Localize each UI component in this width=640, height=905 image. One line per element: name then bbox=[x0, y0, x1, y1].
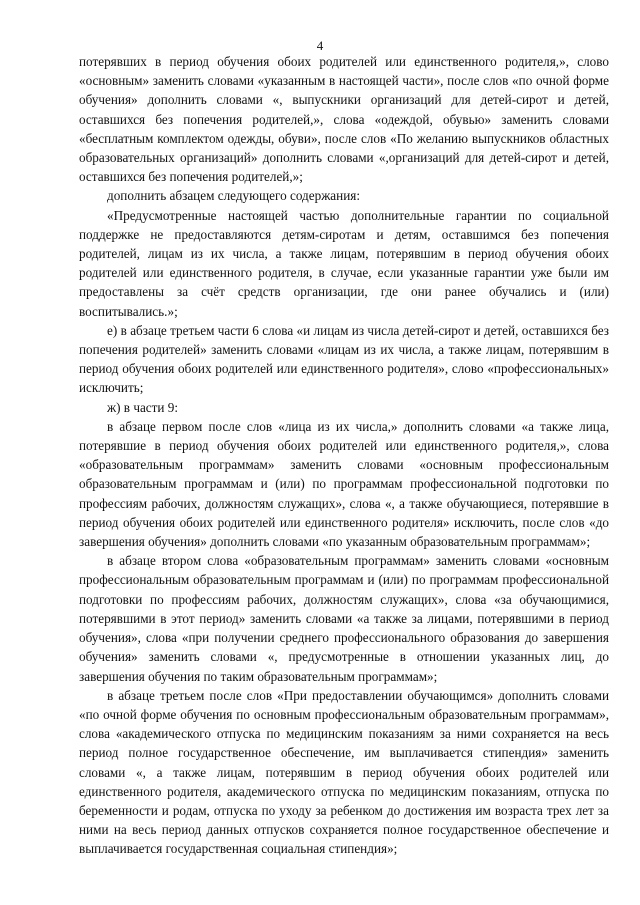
paragraph: дополнить абзацем следующего содержания: bbox=[107, 188, 361, 204]
paragraph: в абзаце втором слова «образовательным программам» заменить словами «основным профессиональным образовательным программам и (или) по программам профессиональной подготовки по профессиям рабочих, должностям служащих», слова «за обучающимися, потерявшими в этот период» заменить словами «а также за лицами, потерявшими в период обучения», слова «при получении среднего профессионального образования до завершения обучения» заменить словами «, предусмотренные в отношении указанных лиц, до завершения обучения по таким образовательным программам»; bbox=[79, 553, 609, 684]
quoted-paragraph: «Предусмотренные настоящей частью дополнительные гарантии по социальной поддержке не предоставляются детям-сиротам и детям, оставшимся без попечения родителей, лицам из их числа, а также лицам, потерявшим в период обучения обоих родителей или единственного родителя, в случае, если указанные гарантии уже были им предоставлены за счёт средств организации, где они ранее обучались и (или) воспитывались.»; bbox=[79, 207, 609, 319]
paragraph: в абзаце первом после слов «лица из их числа,» дополнить словами «а также лица, потерявшие в период обучения обоих родителей или единственного родителя,», слова «образовательным программам» заменить словами «основным профессиональным образовательным программам и (или) по программам профессиональной подготовки по профессиям рабочих, должностям служащих», слова «, а также обучающиеся, потерявшие в период обучения обоих родителей или единственного родителя» исключить, после слов «до завершения обучения» дополнить словами «по указанным образовательным программам»; bbox=[79, 418, 609, 550]
paragraph: ж) в части 9: bbox=[107, 399, 179, 415]
document-body bbox=[79, 52, 609, 859]
paragraph: в абзаце третьем после слов «При предоставлении обучающимся» дополнить словами «по очной форме обучения по основным профессиональным образовательным программам», слова «академического отпуска по медицинским показаниям за ними сохраняется на весь период полное государственное обеспечение, им выплачивается стипендия» заменить словами «, а также лицам, потерявшим в период обучения обоих родителей или единственного родителя, академического отпуска по медицинским показаниям, отпуска по беременности и родам, отпуска по уходу за ребенком до достижения им возраста трех лет за ними на весь период данных отпусков сохраняется полное государственное обеспечение и выплачивается государственная социальная стипендия»; bbox=[79, 687, 609, 857]
paragraph: е) в абзаце третьем части 6 слова «и лицам из числа детей-сирот и детей, оставшихся без попечения родителей» заменить словами «лицам из их числа, а также лицам, потерявшим в период обучения обоих родителей или единственного родителя», слово «профессиональных» исключить; bbox=[79, 322, 609, 396]
paragraph: потерявших в период обучения обоих родителей или единственного родителя,», слово «основным» заменить словами «указанным в настоящей части», после слов «по очной форме обучения» дополнить словами «, выпускники организаций для детей-сирот и детей, оставшихся без попечения родителей,», слова «одеждой, обувью» заменить словами «бесплатным комплектом одежды, обуви», после слов «По желанию выпускников областных образовательных организаций» дополнить словами «,организаций для детей-сирот и детей, оставшихся без попечения родителей,»; bbox=[79, 54, 609, 185]
page-number: 4 bbox=[316, 38, 324, 53]
